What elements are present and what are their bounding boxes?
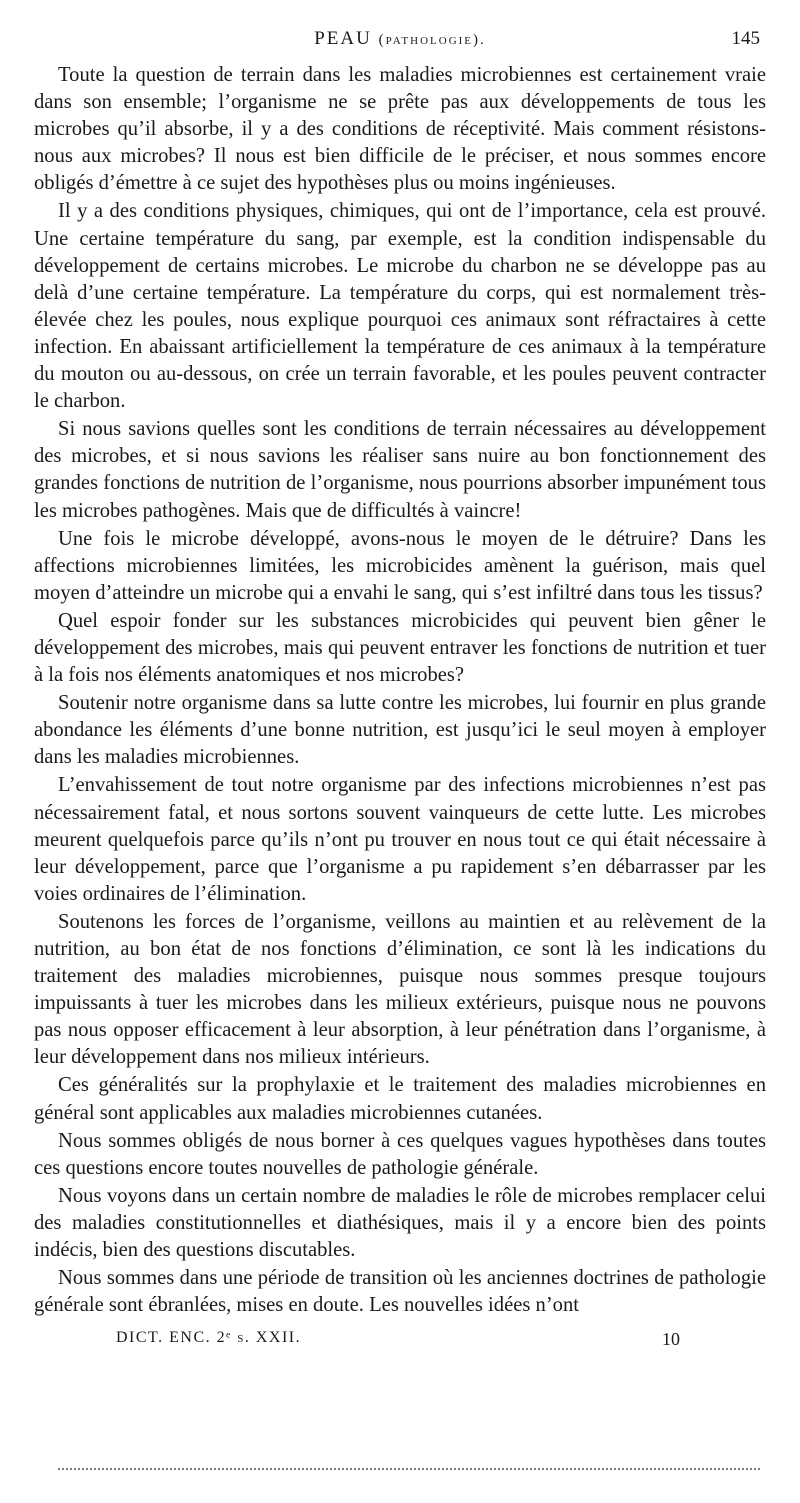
running-header bbox=[34, 28, 766, 58]
sheet-number: 10 bbox=[662, 1329, 680, 1350]
paragraph: Il y a des conditions physiques, chimiques, qui ont de l’importance, cela est prouvé. Une certaine température du sang, par exemple, est la condition indispensable du développement de certains microbes. Le microbe du charbon ne se développe pas au delà d’une certaine température. La température du corps, qui est normalement très-élevée chez les poules, nous explique pourquoi ces animaux sont réfractaires à cette infection. En abaissant artificiellement la température de ces animaux à la température du mouton ou au-dessous, on crée un terrain favorable, et les poules peuvent contracter le charbon. bbox=[34, 200, 766, 413]
paragraph: L’envahissement de tout notre organisme par des infections microbiennes n’est pas nécessairement fatal, et nous sortons souvent vainqueurs de cette lutte. Les microbes meurent quelquefois parce qu’ils n’ont pu trouver en nous tout ce qui était nécessaire à leur développement, parce que l’organisme a pu rapidement s’en débarrasser par les voies ordinaires de l’élimination. bbox=[34, 774, 766, 905]
paragraph: Soutenir notre organisme dans sa lutte contre les microbes, lui fournir en plus grande abondance les éléments d’une bonne nutrition, est jusqu’ici le seul moyen à employer dans les maladies microbiennes. bbox=[34, 692, 766, 769]
paragraph: Soutenons les forces de l’organisme, veillons au maintien et au relèvement de la nutrition, au bon état de nos fonctions d’élimination, ce sont là les indications du traitement des maladies microbiennes, puisque nous sommes presque toujours impuissants à tuer les microbes dans les milieux extérieurs, puisque nous ne pouvons pas nous opposer efficacement à leur absorption, à leur pénétration dans l’organisme, à leur développement dans nos milieux intérieurs. bbox=[34, 910, 766, 1069]
header-title: PEAU bbox=[314, 28, 372, 49]
paragraph: Nous sommes obligés de nous borner à ces quelques vagues hypothèses dans toutes ces questions encore toutes nouvelles de pathologie générale. bbox=[34, 1129, 766, 1179]
paragraph: Une fois le microbe développé, avons-nous le moyen de le détruire? Dans les affections microbiennes limitées, les microbicides amènent la guérison, mais quel moyen d’atteindre un microbe qui a envahi le sang, qui s’est infiltré dans tous les tissus? bbox=[34, 527, 766, 604]
paragraph: Nous voyons dans un certain nombre de maladies le rôle de microbes remplacer celui des maladies constitutionnelles et diathésiques, mais il y a encore bien des points indécis, bien des questions discutables. bbox=[34, 1184, 766, 1262]
paragraph: Ces généralités sur la prophylaxie et le traitement des maladies microbiennes en général sont applicables aux maladies microbiennes cutanées. bbox=[34, 1074, 766, 1124]
header-title-block bbox=[34, 28, 766, 50]
signature-mark: DICT. ENC. 2ᵉ s. XXII. bbox=[116, 1329, 302, 1347]
bottom-dotted-rule bbox=[58, 1468, 760, 1470]
page-number: 145 bbox=[731, 28, 760, 49]
page-footer bbox=[34, 1329, 766, 1359]
body-text bbox=[34, 62, 766, 1319]
paragraph: Quel espoir fonder sur les substances microbicides qui peuvent bien gêner le développement des microbes, mais qui peuvent entraver les fonctions de nutrition et tuer à la fois nos éléments anatomiques et nos microbes? bbox=[34, 609, 766, 687]
paragraph: Toute la question de terrain dans les maladies microbiennes est certainement vraie dans son ensemble; l’organisme ne se prête pas aux développements de tous les microbes qu’il absorbe, il y a des conditions de réceptivité. Mais comment résistons-nous aux microbes? Il nous est bien difficile de le préciser, et nous sommes encore obligés d’émettre à ce sujet des hypothèses plus ou moins ingénieuses. bbox=[34, 64, 766, 195]
header-subtitle: (pathologie). bbox=[378, 32, 486, 48]
paragraph: Si nous savions quelles sont les conditions de terrain nécessaires au développement des microbes, et si nous savions les réaliser sans nuire au bon fonctionnement des grandes fonctions de nutrition de l’organisme, nous pourrions absorber impunément tous les microbes pathogènes. Mais que de difficultés à vaincre! bbox=[34, 418, 766, 522]
paragraph: Nous sommes dans une période de transition où les anciennes doctrines de pathologie générale sont ébranlées, mises en doute. Les nouvelles idées n’ont bbox=[34, 1267, 766, 1317]
